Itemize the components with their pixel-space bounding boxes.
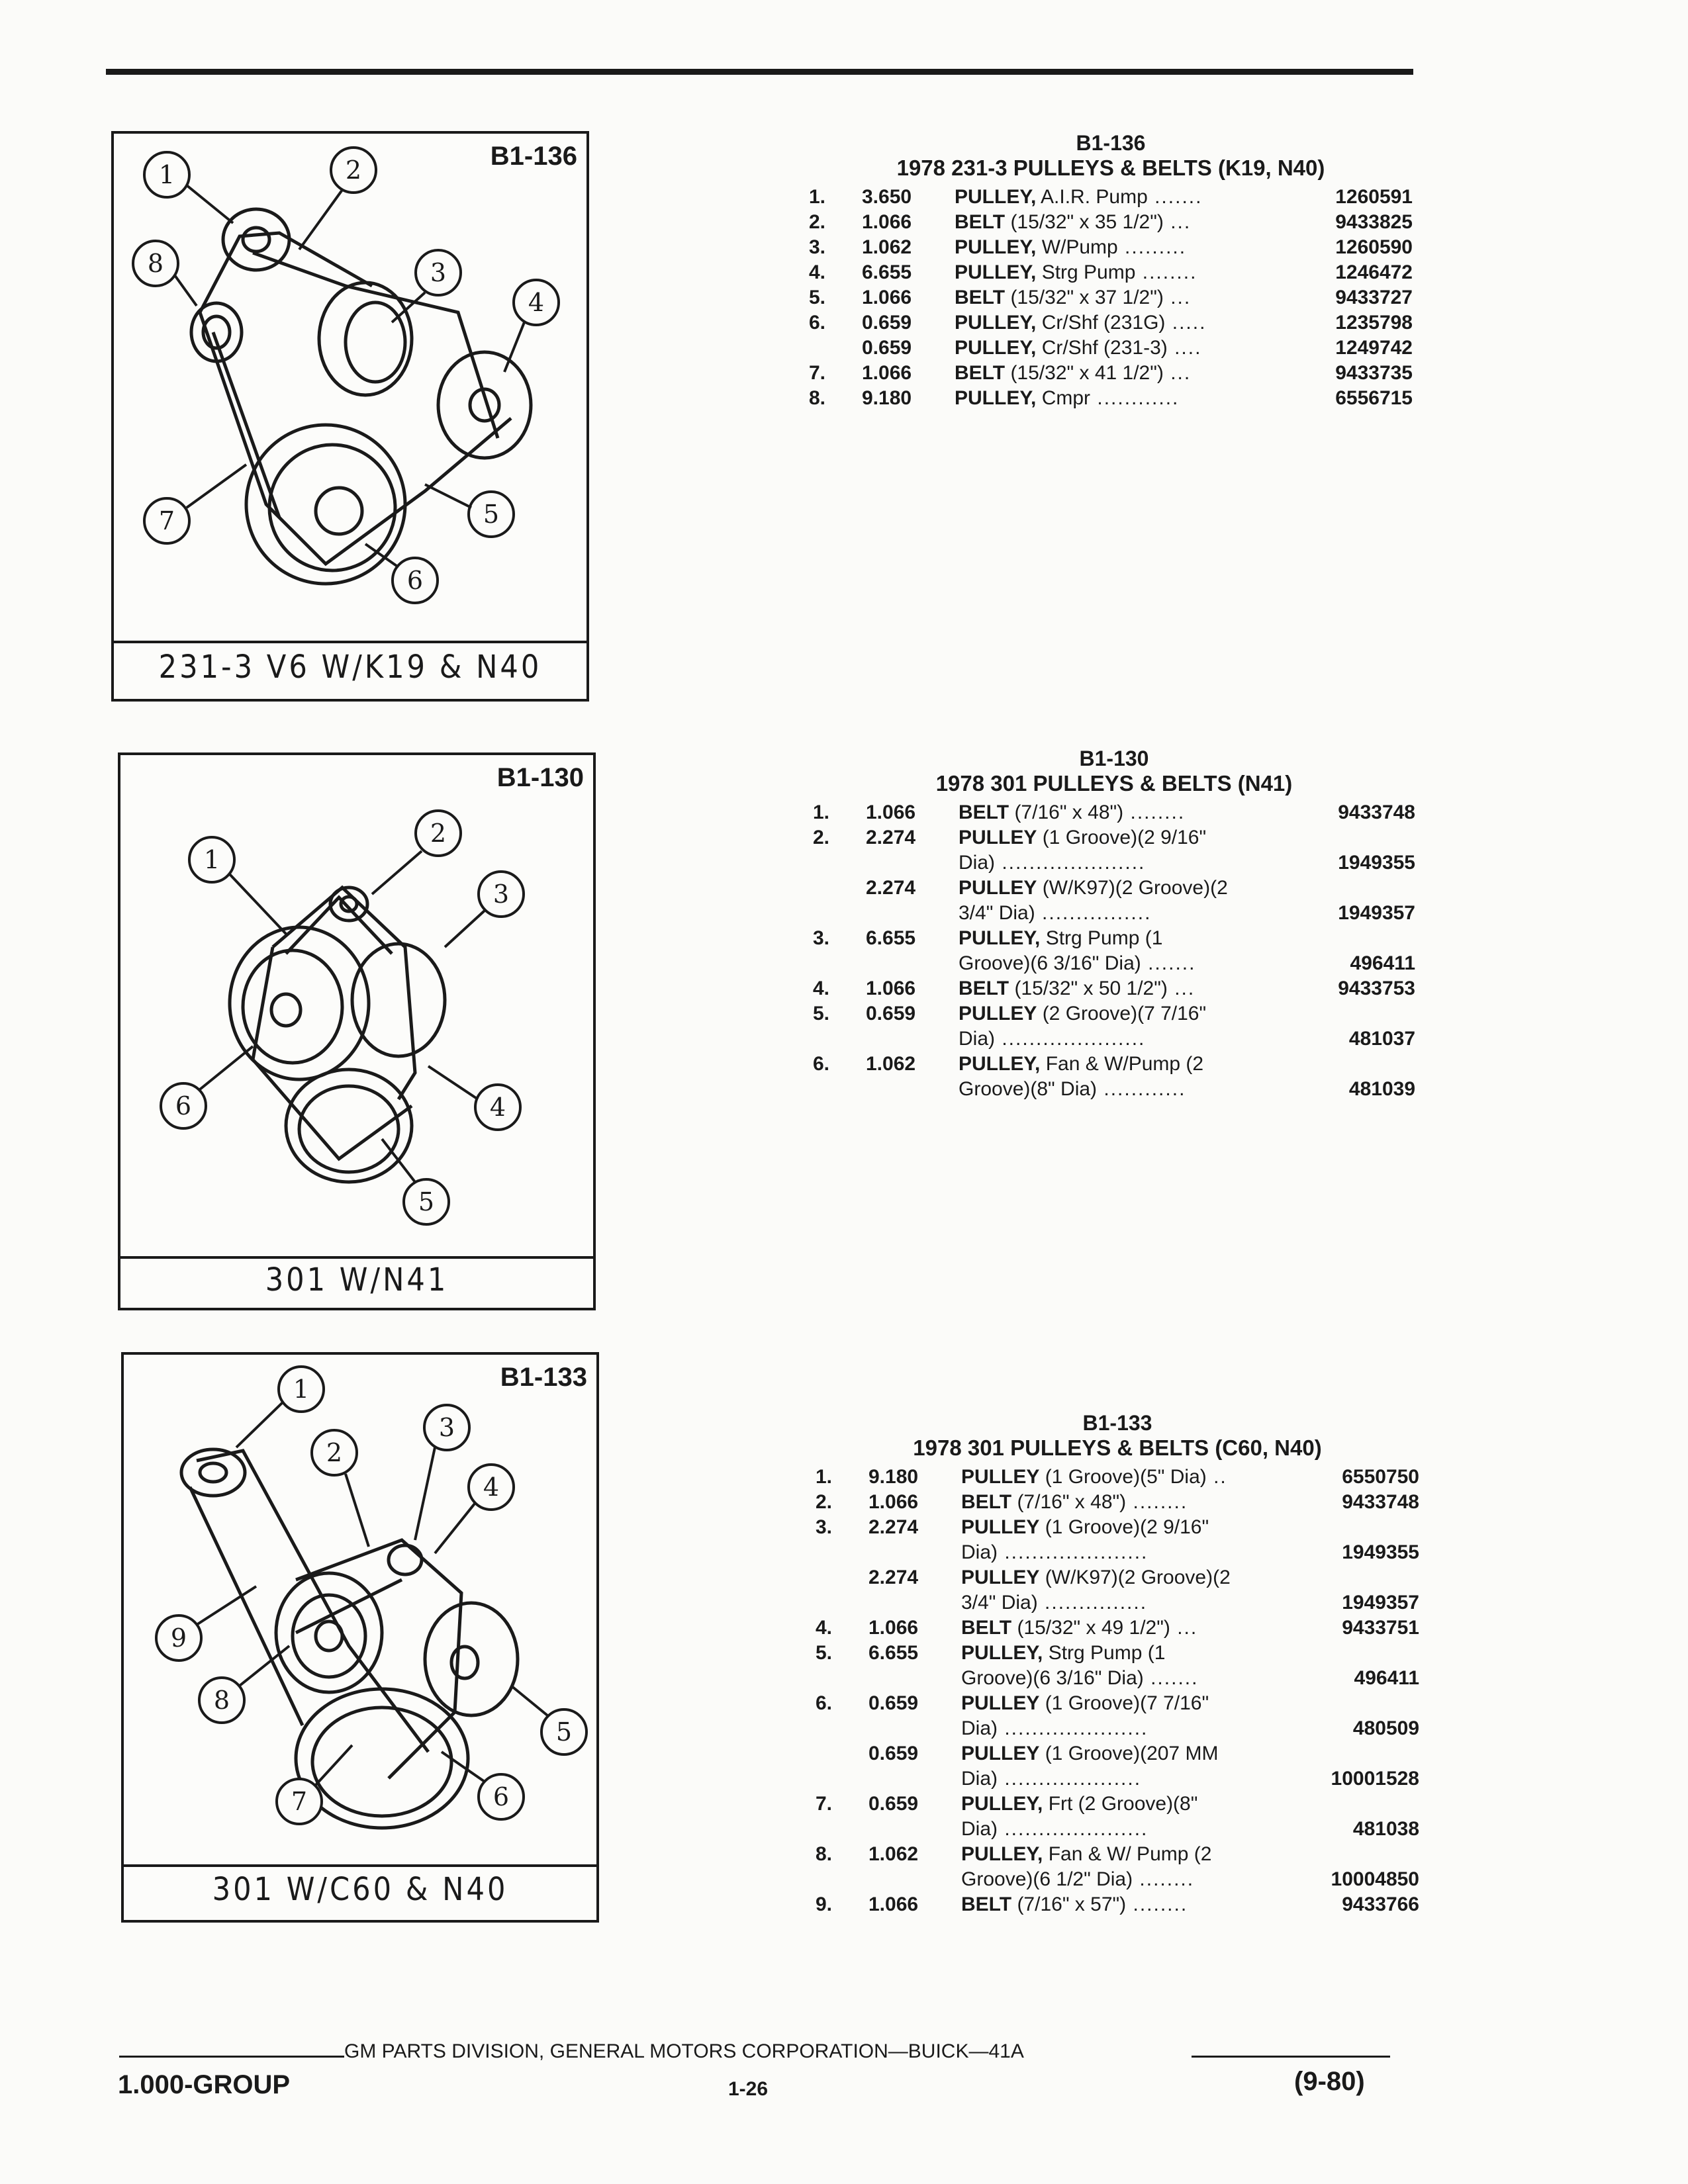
part-row: [809, 260, 1413, 285]
item-detail: A.I.R. Pump: [1036, 186, 1148, 208]
item-quantity: 6.655: [866, 927, 916, 949]
item-detail: Dia): [961, 1768, 998, 1790]
item-detail: Dia): [961, 1717, 998, 1739]
leader-dots: .......: [1141, 952, 1196, 974]
leader-dots: ....: [1167, 337, 1202, 359]
leader-dots: ................: [1035, 902, 1152, 924]
part-number: 481039: [1348, 1078, 1415, 1100]
caption-rule: [120, 1256, 593, 1259]
item-quantity: 1.062: [868, 1843, 919, 1865]
item-quantity: 1.066: [862, 362, 912, 384]
leader-dots: ........: [1123, 801, 1186, 823]
list-title: 1978 301 PULLEYS & BELTS (C60, N40): [913, 1435, 1322, 1460]
item-detail: 3/4" Dia): [959, 902, 1035, 924]
item-detail: Strg Pump: [1036, 261, 1136, 283]
item-quantity: 1.062: [866, 1053, 916, 1075]
item-name: PULLEY,: [959, 1053, 1041, 1075]
leader-dots: .........: [1117, 236, 1187, 258]
item-number: 8.: [816, 1843, 833, 1865]
part-row: [816, 1615, 1419, 1641]
callout-1: 1: [293, 1375, 310, 1404]
part-row-continued: [816, 1766, 1419, 1792]
footer-date: (9-80): [1294, 2067, 1365, 2096]
item-quantity: 2.274: [868, 1567, 919, 1588]
figure-caption: 231-3 V6 W/K19 & N40: [158, 649, 542, 686]
item-number: 3.: [809, 236, 826, 258]
item-detail: Groove)(6 1/2" Dia): [961, 1868, 1133, 1890]
part-number: 9433748: [1342, 1491, 1419, 1513]
part-number: 496411: [1354, 1667, 1419, 1689]
footer-group: 1.000-GROUP: [118, 2070, 291, 2099]
leader-dots: ....................: [998, 1768, 1142, 1790]
leader-dots: .....................: [995, 852, 1146, 874]
item-number: 6.: [813, 1053, 830, 1075]
item-detail: Dia): [961, 1818, 998, 1840]
belt-diagram-b1-133: [124, 1355, 596, 1920]
item-quantity: 2.274: [868, 1516, 919, 1538]
item-quantity: 0.659: [862, 337, 912, 359]
item-description: [961, 1741, 1419, 1766]
item-name: BELT: [961, 1893, 1012, 1915]
part-row-continued: [809, 336, 1413, 361]
part-row: [816, 1490, 1419, 1515]
item-name: PULLEY: [961, 1516, 1040, 1538]
part-number: 9433766: [1342, 1893, 1419, 1915]
part-row-continued: [816, 1741, 1419, 1766]
callout-4: 4: [528, 288, 545, 317]
part-number: 9433751: [1342, 1617, 1419, 1639]
figure-caption: 301 W/C60 & N40: [212, 1871, 508, 1908]
item-detail: Strg Pump (1: [1040, 927, 1163, 949]
leader-dots: ............: [1097, 1078, 1186, 1100]
item-detail: (15/32" x 35 1/2"): [1005, 211, 1164, 233]
callout-5: 5: [555, 1717, 573, 1747]
part-number: 481038: [1352, 1818, 1419, 1840]
parts-list-b1-133: [816, 1411, 1419, 1917]
footer-rule-left: [119, 2056, 344, 2058]
item-number: 4.: [816, 1617, 833, 1639]
part-row: [809, 185, 1413, 210]
part-row: [813, 825, 1415, 850]
leader-dots: .....................: [998, 1717, 1149, 1739]
item-number: 2.: [816, 1491, 833, 1513]
item-quantity: 6.655: [862, 261, 912, 283]
figure-b1-133: [121, 1352, 599, 1923]
item-number: 5.: [816, 1642, 833, 1664]
item-quantity: 2.274: [866, 827, 916, 848]
item-detail: (15/32" x 37 1/2"): [1005, 287, 1164, 308]
item-detail: (1 Groove)(7 7/16": [1039, 1692, 1209, 1714]
item-detail: Dia): [959, 1028, 996, 1050]
part-row-continued: [816, 1590, 1419, 1615]
callout-1: 1: [158, 160, 175, 189]
part-number: 1949355: [1338, 852, 1415, 874]
leader-dots: ...: [1163, 287, 1192, 308]
item-detail: (15/32" x 49 1/2"): [1011, 1617, 1170, 1639]
list-rows: [809, 185, 1413, 411]
list-rows: [816, 1465, 1419, 1917]
item-detail: (2 Groove)(7 7/16": [1037, 1003, 1207, 1024]
item-number: 4.: [813, 978, 830, 999]
item-detail: Strg Pump (1: [1043, 1642, 1166, 1664]
callout-2: 2: [345, 156, 362, 185]
item-quantity: 1.066: [868, 1491, 919, 1513]
callout-7: 7: [291, 1787, 308, 1816]
item-description: [959, 876, 1415, 901]
part-row-continued: [816, 1817, 1419, 1842]
part-row-continued: [813, 876, 1415, 901]
callout-7: 7: [158, 506, 175, 535]
item-quantity: 1.066: [868, 1617, 919, 1639]
callout-5: 5: [418, 1187, 435, 1216]
part-row: [816, 1515, 1419, 1540]
part-number: 6556715: [1335, 387, 1413, 409]
part-row-continued: [816, 1666, 1419, 1691]
part-row: [816, 1892, 1419, 1917]
item-quantity: 0.659: [866, 1003, 916, 1024]
item-name: PULLEY: [961, 1743, 1040, 1764]
item-number: 5.: [809, 287, 826, 308]
footer-rule-right: [1192, 2056, 1390, 2058]
part-row: [809, 386, 1413, 411]
part-row: [813, 800, 1415, 825]
leader-dots: ............: [1090, 387, 1180, 409]
leader-dots: .....................: [998, 1541, 1149, 1563]
part-number: 1949357: [1338, 902, 1415, 924]
item-quantity: 9.180: [868, 1466, 919, 1488]
item-quantity: 1.066: [862, 287, 912, 308]
item-quantity: 1.066: [866, 801, 916, 823]
leader-dots: .....: [1165, 312, 1207, 334]
list-code: B1-136: [1076, 131, 1146, 155]
part-number: 1949357: [1342, 1592, 1419, 1614]
item-number: 5.: [813, 1003, 830, 1024]
part-row-continued: [813, 850, 1415, 876]
item-name: PULLEY: [961, 1567, 1040, 1588]
part-row-continued: [813, 1077, 1415, 1102]
item-quantity: 1.066: [862, 211, 912, 233]
item-detail: Dia): [961, 1541, 998, 1563]
item-name: PULLEY: [959, 827, 1037, 848]
leader-dots: ........: [1126, 1893, 1188, 1915]
item-quantity: 1.062: [862, 236, 912, 258]
item-name: PULLEY,: [955, 312, 1037, 334]
callout-6: 6: [175, 1091, 192, 1120]
figure-code: B1-133: [500, 1363, 587, 1392]
part-row: [813, 1001, 1415, 1026]
item-detail: (7/16" x 48"): [1009, 801, 1124, 823]
item-detail: Cmpr: [1036, 387, 1091, 409]
part-number: 1246472: [1335, 261, 1413, 283]
item-detail: Cr/Shf (231G): [1036, 312, 1166, 334]
item-description: [961, 1792, 1419, 1817]
item-name: PULLEY,: [955, 236, 1037, 258]
item-name: PULLEY: [961, 1466, 1040, 1488]
item-number: 1.: [816, 1466, 833, 1488]
item-detail: (W/K97)(2 Groove)(2: [1037, 877, 1228, 899]
leader-dots: .....................: [998, 1818, 1149, 1840]
part-number: 10001528: [1331, 1768, 1419, 1790]
item-detail: Cr/Shf (231-3): [1036, 337, 1168, 359]
leader-dots: .....................: [995, 1028, 1146, 1050]
item-name: BELT: [959, 978, 1009, 999]
callout-2: 2: [430, 819, 447, 848]
item-detail: (15/32" x 50 1/2"): [1009, 978, 1168, 999]
part-number: 481037: [1348, 1028, 1415, 1050]
item-name: PULLEY,: [961, 1843, 1043, 1865]
callout-6: 6: [406, 566, 424, 595]
footer-publisher: GM PARTS DIVISION, GENERAL MOTORS CORPORATION—BUICK—41A: [344, 2040, 1024, 2062]
part-row: [809, 285, 1413, 310]
item-detail: (1 Groove)(5" Dia): [1039, 1466, 1207, 1488]
item-detail: (1 Groove)(207 MM: [1039, 1743, 1219, 1764]
part-number: 6550750: [1342, 1466, 1419, 1488]
figure-code: B1-136: [490, 142, 577, 171]
item-number: 8.: [809, 387, 826, 409]
item-detail: Groove)(6 3/16" Dia): [961, 1667, 1144, 1689]
figure-b1-136: [111, 131, 589, 702]
part-number: 10004850: [1331, 1868, 1419, 1890]
item-name: BELT: [959, 801, 1009, 823]
item-detail: Fan & W/ Pump (2: [1043, 1843, 1212, 1865]
item-quantity: 9.180: [862, 387, 912, 409]
item-quantity: 0.659: [868, 1743, 919, 1764]
item-description: [961, 1691, 1419, 1716]
parts-list-b1-130: [813, 747, 1415, 1102]
item-detail: Frt (2 Groove)(8": [1043, 1793, 1198, 1815]
part-row: [816, 1842, 1419, 1867]
item-description: [959, 825, 1415, 850]
item-number: 9.: [816, 1893, 833, 1915]
figure-b1-130: [118, 752, 596, 1310]
part-row-continued: [813, 951, 1415, 976]
item-number: 7.: [816, 1793, 833, 1815]
item-name: PULLEY,: [959, 927, 1041, 949]
callout-1: 1: [203, 845, 220, 874]
item-name: PULLEY,: [955, 261, 1037, 283]
part-number: 9433753: [1338, 978, 1415, 999]
callout-4: 4: [489, 1093, 506, 1122]
item-name: BELT: [955, 211, 1006, 233]
item-number: 6.: [816, 1692, 833, 1714]
part-row: [813, 976, 1415, 1001]
part-number: 496411: [1350, 952, 1415, 974]
item-description: [961, 1842, 1419, 1867]
item-description: [961, 1817, 1419, 1842]
leader-dots: ...: [1163, 211, 1192, 233]
leader-dots: ........: [1133, 1868, 1195, 1890]
part-row-continued: [816, 1565, 1419, 1590]
item-description: [959, 1052, 1415, 1077]
list-code: B1-130: [1079, 747, 1149, 770]
item-name: BELT: [955, 362, 1006, 384]
part-row: [813, 1052, 1415, 1077]
item-description: [961, 1565, 1419, 1590]
part-number: 1949355: [1342, 1541, 1419, 1563]
item-number: 7.: [809, 362, 826, 384]
callout-9: 9: [170, 1623, 187, 1653]
part-number: 9433735: [1335, 362, 1413, 384]
belt-diagram-b1-130: [120, 755, 593, 1308]
callout-5: 5: [483, 500, 500, 529]
part-row: [809, 310, 1413, 336]
item-quantity: 1.066: [868, 1893, 919, 1915]
item-detail: (7/16" x 57"): [1011, 1893, 1127, 1915]
belt-diagram-b1-136: [114, 134, 586, 699]
item-number: 3.: [816, 1516, 833, 1538]
item-number: 1.: [813, 801, 830, 823]
list-title: 1978 301 PULLEYS & BELTS (N41): [935, 771, 1293, 796]
item-description: [959, 1001, 1415, 1026]
leader-dots: ........: [1126, 1491, 1188, 1513]
callout-3: 3: [430, 258, 447, 287]
item-detail: Groove)(6 3/16" Dia): [959, 952, 1141, 974]
part-number: 480509: [1352, 1717, 1419, 1739]
item-description: [959, 1026, 1415, 1052]
item-name: BELT: [955, 287, 1006, 308]
part-row-continued: [813, 901, 1415, 926]
leader-dots: ...: [1170, 1617, 1198, 1639]
item-name: BELT: [961, 1491, 1012, 1513]
callout-8: 8: [147, 249, 164, 278]
part-number: 1249742: [1335, 337, 1413, 359]
item-description: [961, 1641, 1419, 1666]
leader-dots: ..: [1206, 1466, 1227, 1488]
list-code: B1-133: [1082, 1411, 1152, 1435]
caption-rule: [114, 641, 586, 643]
leader-dots: ...............: [1037, 1592, 1148, 1614]
item-quantity: 3.650: [862, 186, 912, 208]
leader-dots: ...: [1163, 362, 1192, 384]
part-row: [816, 1792, 1419, 1817]
item-name: PULLEY: [961, 1692, 1040, 1714]
item-number: 6.: [809, 312, 826, 334]
item-description: [961, 1666, 1419, 1691]
item-name: PULLEY: [959, 1003, 1037, 1024]
item-quantity: 0.659: [868, 1793, 919, 1815]
item-quantity: 0.659: [862, 312, 912, 334]
item-detail: (1 Groove)(2 9/16": [1037, 827, 1207, 848]
item-detail: Fan & W/Pump (2: [1040, 1053, 1204, 1075]
figure-code: B1-130: [496, 763, 584, 792]
item-number: 2.: [809, 211, 826, 233]
item-name: BELT: [961, 1617, 1012, 1639]
part-number: 1260590: [1335, 236, 1413, 258]
item-quantity: 0.659: [868, 1692, 919, 1714]
callout-6: 6: [492, 1782, 510, 1811]
item-quantity: 6.655: [868, 1642, 919, 1664]
callout-3: 3: [492, 880, 510, 909]
item-name: PULLEY,: [961, 1793, 1043, 1815]
part-row: [816, 1641, 1419, 1666]
item-description: [959, 926, 1415, 951]
part-row: [816, 1465, 1419, 1490]
part-row: [816, 1691, 1419, 1716]
caption-rule: [124, 1864, 596, 1867]
top-rule: [106, 69, 1413, 75]
part-number: 9433748: [1338, 801, 1415, 823]
item-description: [959, 951, 1415, 976]
item-detail: (7/16" x 48"): [1011, 1491, 1127, 1513]
footer-page-number: 1-26: [728, 2078, 769, 2100]
part-number: 9433825: [1335, 211, 1413, 233]
leader-dots: ...: [1167, 978, 1196, 999]
item-number: 2.: [813, 827, 830, 848]
callout-2: 2: [326, 1438, 343, 1467]
item-detail: Groove)(8" Dia): [959, 1078, 1098, 1100]
item-name: PULLEY: [959, 877, 1037, 899]
item-description: [959, 1077, 1415, 1102]
part-row: [809, 235, 1413, 260]
list-title: 1978 231-3 PULLEYS & BELTS (K19, N40): [896, 156, 1325, 180]
item-detail: (1 Groove)(2 9/16": [1039, 1516, 1209, 1538]
leader-dots: .......: [1147, 186, 1203, 208]
item-detail: (W/K97)(2 Groove)(2: [1039, 1567, 1231, 1588]
item-name: PULLEY,: [955, 387, 1037, 409]
callout-4: 4: [483, 1473, 500, 1502]
part-row-continued: [816, 1540, 1419, 1565]
part-row: [813, 926, 1415, 951]
item-quantity: 2.274: [866, 877, 916, 899]
callout-8: 8: [213, 1686, 230, 1715]
part-row: [809, 210, 1413, 235]
item-detail: (15/32" x 41 1/2"): [1005, 362, 1164, 384]
item-description: [961, 1716, 1419, 1741]
item-number: 3.: [813, 927, 830, 949]
item-detail: 3/4" Dia): [961, 1592, 1038, 1614]
item-number: 4.: [809, 261, 826, 283]
part-row-continued: [816, 1716, 1419, 1741]
item-number: 1.: [809, 186, 826, 208]
item-name: PULLEY,: [955, 337, 1037, 359]
part-number: 1260591: [1335, 186, 1413, 208]
leader-dots: ........: [1135, 261, 1197, 283]
item-name: PULLEY,: [961, 1642, 1043, 1664]
item-detail: Dia): [959, 852, 996, 874]
callout-3: 3: [438, 1413, 455, 1442]
list-rows: [813, 800, 1415, 1102]
part-number: 1235798: [1335, 312, 1413, 334]
parts-list-b1-136: [809, 131, 1413, 411]
item-description: [961, 1515, 1419, 1540]
part-row-continued: [816, 1867, 1419, 1892]
item-quantity: 1.066: [866, 978, 916, 999]
leader-dots: .......: [1143, 1667, 1199, 1689]
item-name: PULLEY,: [955, 186, 1037, 208]
figure-caption: 301 W/N41: [265, 1261, 449, 1298]
part-number: 9433727: [1335, 287, 1413, 308]
item-detail: W/Pump: [1036, 236, 1118, 258]
part-row: [809, 361, 1413, 386]
part-row-continued: [813, 1026, 1415, 1052]
